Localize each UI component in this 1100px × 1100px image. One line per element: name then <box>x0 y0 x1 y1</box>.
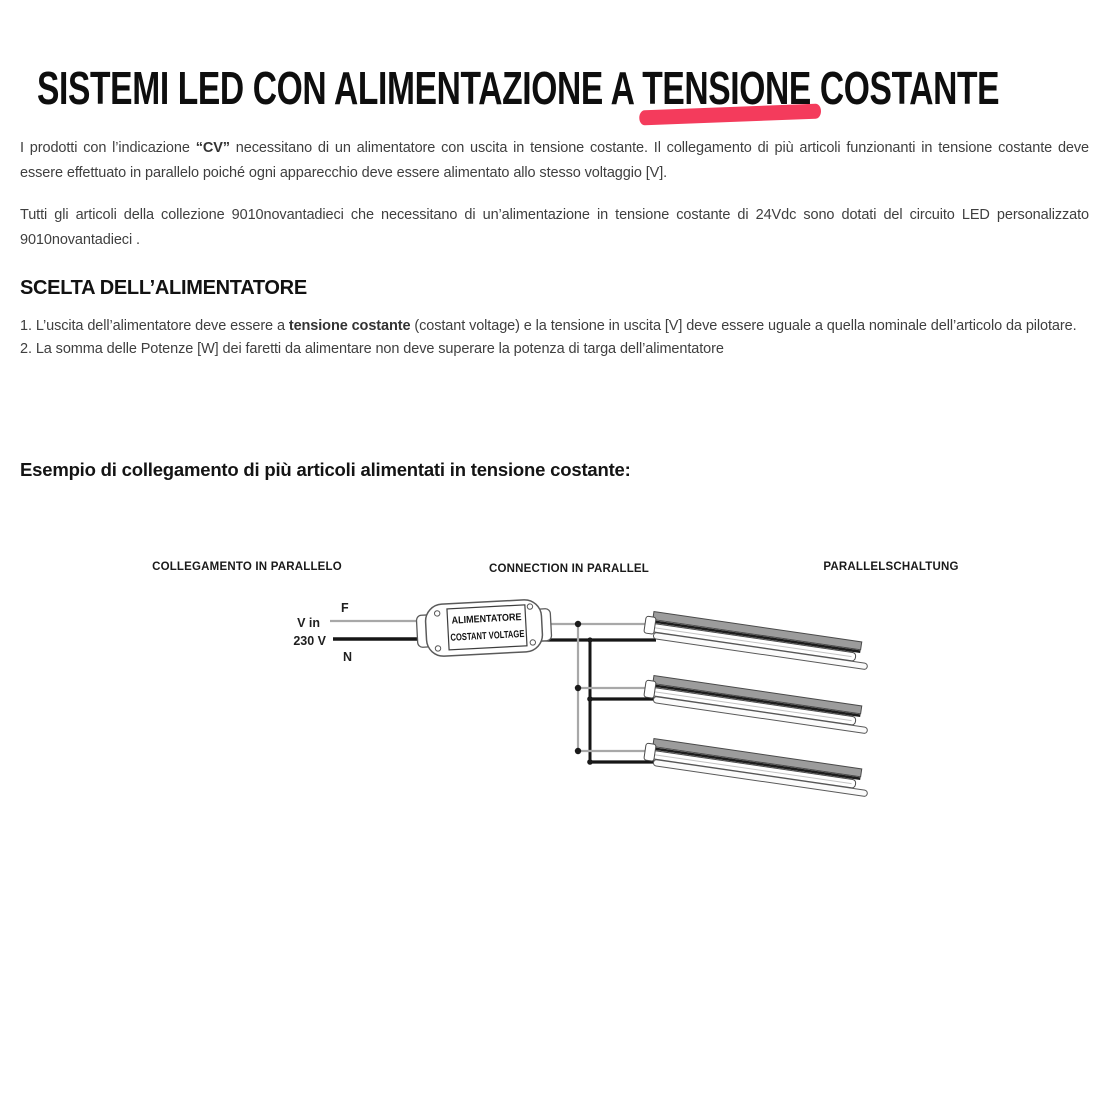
wiring-diagram <box>0 540 1100 830</box>
page-title <box>37 62 999 115</box>
guideline-item-2: 2. La somma delle Potenze [W] dei faretti da alimentare non deve superare la potenza di targa dell’alimentatore <box>20 341 724 357</box>
title-prefix: SISTEMI LED CON ALIMENTAZIONE A <box>37 62 643 114</box>
title-highlighted-word <box>642 62 811 115</box>
title-suffix: COSTANTE <box>810 62 1000 114</box>
junction-dot <box>575 685 581 691</box>
section-heading-scelta: SCELTA DELL’ALIMENTATORE <box>20 277 307 299</box>
phase-f-label: F <box>341 601 349 615</box>
label-connection-in-parallel: CONNECTION IN PARALLEL <box>488 563 650 575</box>
guideline-1-bold: tensione costante <box>288 318 411 334</box>
intro-p1-bold-cv: “CV” <box>195 140 230 156</box>
screw-slot <box>530 640 536 646</box>
guidelines-list <box>20 315 1089 361</box>
title-highlighted-text: TENSIONE <box>642 62 811 114</box>
intro-p1-text-after: necessitano di un alimentatore con uscita in tensione costante. Il collegamento di più articoli funzionanti in tensione costante deve essere effettuato in parallelo poiché ogni apparecchio deve essere alimentato allo stesso voltaggio [V]. <box>20 140 1089 181</box>
screw-slot <box>527 604 533 610</box>
led-profile-3 <box>643 738 871 797</box>
neutral-n-label: N <box>343 650 353 664</box>
guideline-item-1 <box>20 315 1089 338</box>
junction-dot <box>587 637 592 642</box>
vin-label: V in <box>297 616 320 630</box>
intro-paragraph-1 <box>20 136 1089 186</box>
driver-box <box>416 599 553 658</box>
intro-p1-text: I prodotti con l’indicazione <box>20 140 196 156</box>
intro-paragraph-2: Tutti gli articoli della collezione 9010novantadieci che necessitano di un’alimentazione in tensione costante di 24Vdc sono dotati del circuito LED personalizzato 9010novantadieci . <box>20 207 1089 248</box>
led-profile-1 <box>643 611 871 670</box>
label-collegamento-in-parallelo: COLLEGAMENTO IN PARALLELO <box>152 561 342 573</box>
example-heading: Esempio di collegamento di più articoli alimentati in tensione costante: <box>20 459 631 480</box>
screw-slot <box>435 646 441 652</box>
driver-text-line1: ALIMENTATORE <box>451 611 530 627</box>
junction-dot <box>575 748 581 754</box>
guideline-1-text: 1. L’uscita dell’alimentatore deve essere a <box>20 318 289 334</box>
label-parallelschaltung: PARALLELSCHALTUNG <box>823 561 959 573</box>
voltage-230v-label: 230 V <box>293 634 326 648</box>
junction-dot <box>587 696 593 702</box>
junction-dot <box>587 759 593 765</box>
junction-dot <box>575 621 581 627</box>
screw-slot <box>434 611 440 617</box>
led-profile-2 <box>643 675 871 734</box>
guideline-1-text-after: (costant voltage) e la tensione in uscita [V] deve essere uguale a quella nominale dell’articolo da pilotare. <box>410 318 1077 334</box>
driver-text-line2: COSTANT VOLTAGE <box>450 627 548 644</box>
